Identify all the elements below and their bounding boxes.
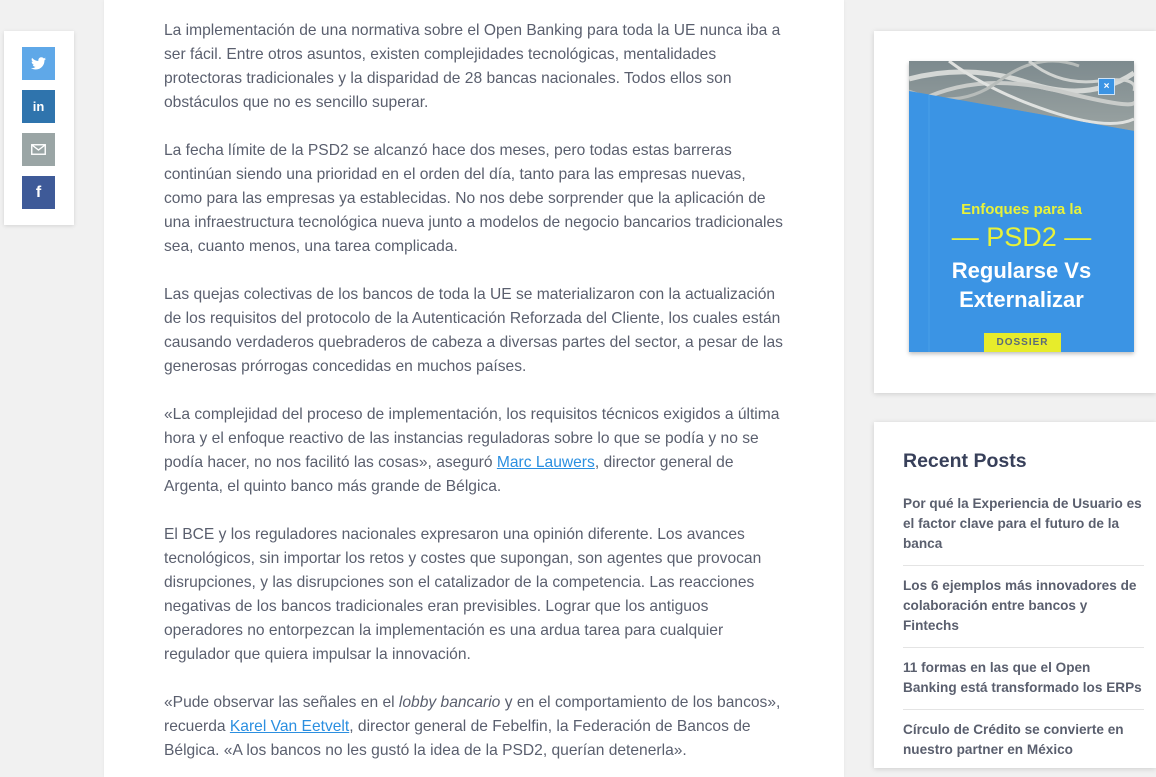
paragraph-text: y en el comportamiento de los bancos», recuerda <box>164 694 781 735</box>
recent-posts-list <box>903 494 1144 777</box>
facebook-share-button[interactable] <box>22 176 55 209</box>
recent-posts-title: Recent Posts <box>903 450 1027 472</box>
dossier-tag: DOSSIER <box>984 333 1061 352</box>
article-paragraph <box>164 403 784 499</box>
social-share-bar <box>4 31 74 225</box>
paragraph-text: «La complejidad del proceso de implementación, los requisitos técnicos exigidos a última hora y el enfoque reactivo de las instancias reguladoras sobre lo que se podía y no se podía hacer, no nos facilitó las cosas», aseguró <box>164 406 780 471</box>
list-item <box>903 494 1144 566</box>
marc-lauwers-link[interactable]: Marc Lauwers <box>496 454 595 471</box>
banner-close-button[interactable]: × <box>1098 78 1115 95</box>
article-paragraph: Las quejas colectivas de los bancos de toda la UE se materializaron con la actualización de los requisitos del protocolo de la Autenticación Reforzada del Cliente, los cuales están causando verdaderos quebraderos de cabeza a diversas partes del sector, a pesar de las generosas prórrogas concedidas en muchos países. <box>164 286 783 375</box>
twitter-icon <box>31 57 46 70</box>
banner-psd2: — PSD2 — <box>951 222 1092 252</box>
article-paragraph: El BCE y los reguladores nacionales expresaron una opinión diferente. Los avances tecnológicos, sin importar los retos y costes que supongan, son agentes que provocan disrupciones, y las disrupciones son el catalizador de la competencia. Las reacciones negativas de los bancos tradicionales eran previsibles. Lograr que los antiguos operadores no entorpezcan la implementación es una ardua tarea para cualquier regulador que quiera impulsar la innovación. <box>164 526 762 663</box>
article-paragraph: La implementación de una normativa sobre el Open Banking para toda la UE nunca iba a ser fácil. Entre otros asuntos, existen complejidades tecnológicas, mentalidades protectoras tradicionales y la disparidad de 28 bancas nacionales. Todos ellos son obstáculos que no es sencillo superar. <box>164 22 781 111</box>
email-share-button[interactable] <box>22 133 55 166</box>
list-item <box>903 658 1144 710</box>
recent-post-link[interactable]: Círculo de Crédito se convierte en nuestro partner en México <box>903 722 1124 757</box>
envelope-icon <box>31 144 46 155</box>
paragraph-text: «Pude observar las señales en el <box>164 694 399 711</box>
linkedin-share-button[interactable] <box>22 90 55 123</box>
recent-posts-widget <box>874 422 1156 768</box>
twitter-share-button[interactable] <box>22 47 55 80</box>
banner-subtitle <box>909 256 1134 314</box>
italic-text: lobby bancario <box>398 694 501 711</box>
article-content <box>104 0 844 777</box>
paragraph-text: , director general de Febelfin, la Federación de Bancos de Bélgica. «A los bancos no les gustó la idea de la PSD2, querían detenerla». <box>164 718 751 759</box>
article-body <box>164 19 784 777</box>
article-paragraph <box>164 691 784 763</box>
recent-post-link[interactable]: Por qué la Experiencia de Usuario es el factor clave para el futuro de la banca <box>903 496 1142 551</box>
linkedin-icon: in <box>32 99 45 114</box>
facebook-icon: f <box>35 183 42 201</box>
article-paragraph: La fecha límite de la PSD2 se alcanzó hace dos meses, pero todas estas barreras continúan siendo una prioridad en el orden del día, tanto para las empresas nuevas, como para las empresas ya establecidas. No nos debe sorprender que la aplicación de una infraestructura tecnológica nueva junto a modelos de negocio bancarios tradicionales sea, cuanto menos, una tarea complicada. <box>164 142 783 255</box>
karel-van-eetvelt-link[interactable]: Karel Van Eetvelt <box>229 718 350 735</box>
banner-heading: Enfoques para la <box>961 201 1082 218</box>
paragraph-text: , director general de Argenta, el quinto banco más grande de Bélgica. <box>164 454 734 495</box>
list-item <box>903 576 1144 648</box>
recent-post-link[interactable]: 11 formas en las que el Open Banking está transformado los ERPs <box>903 660 1142 695</box>
banner-subtitle-line: Externalizar <box>959 287 1084 312</box>
dossier-banner[interactable] <box>909 61 1134 352</box>
recent-post-link[interactable]: Los 6 ejemplos más innovadores de colaboración entre bancos y Fintechs <box>903 578 1137 633</box>
banner-subtitle-line: Regularse Vs <box>951 258 1092 283</box>
list-item <box>903 720 1144 771</box>
dossier-banner-widget <box>874 31 1156 393</box>
